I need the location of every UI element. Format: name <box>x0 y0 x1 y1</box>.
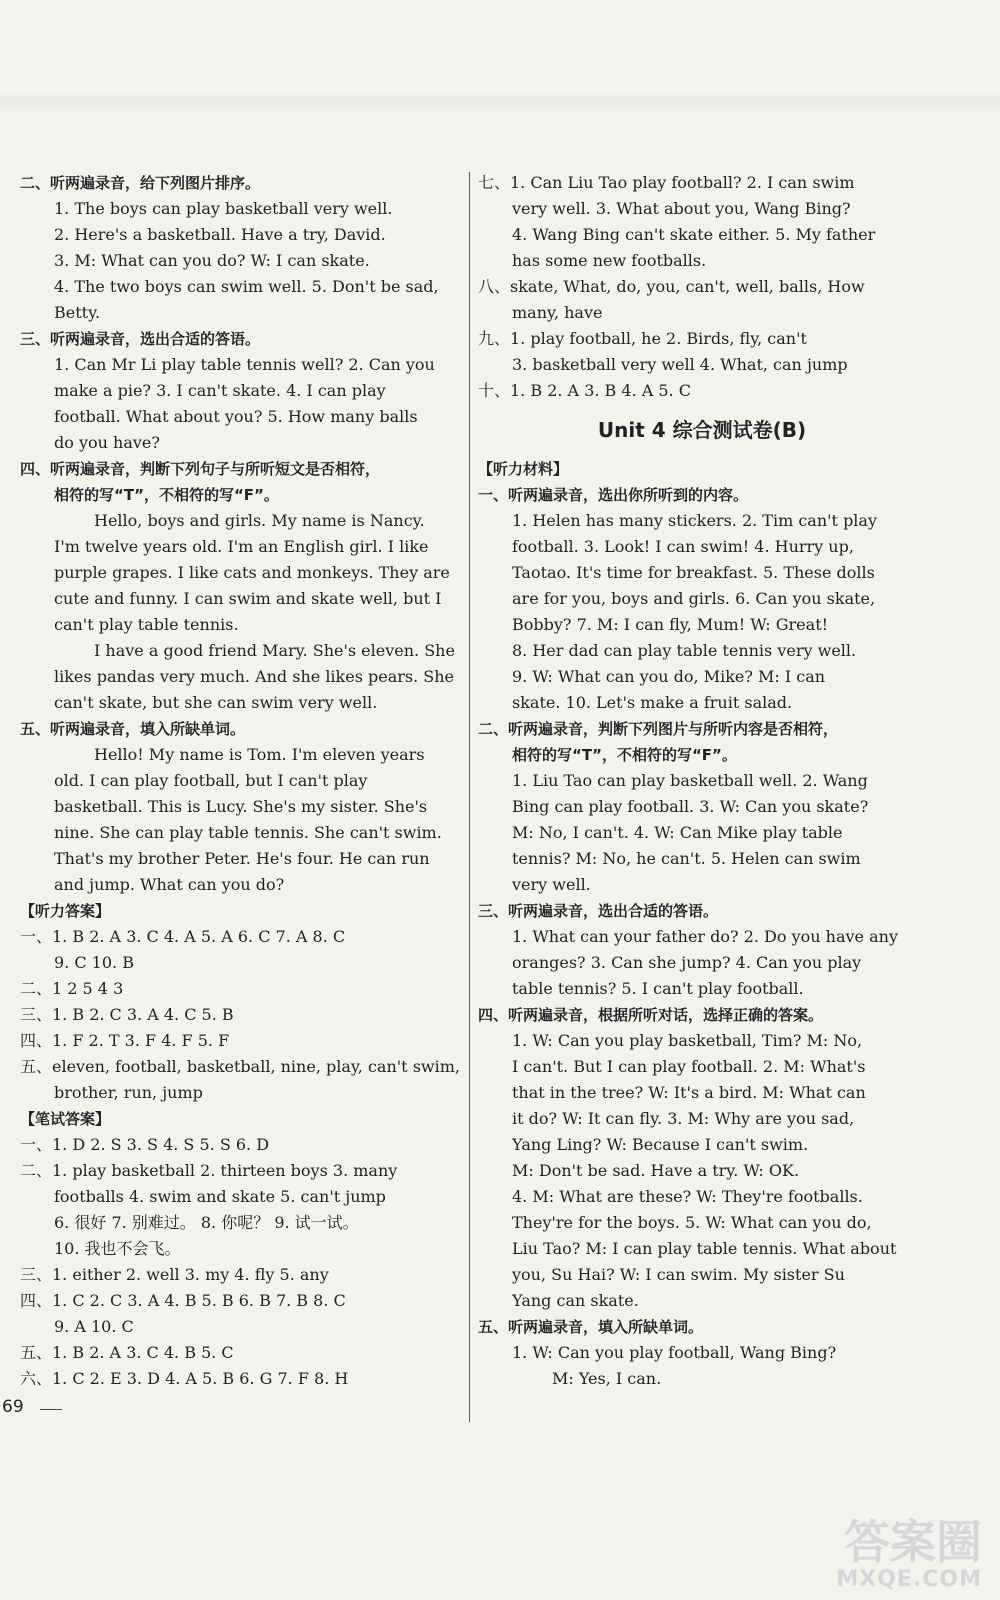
page-number: 69 <box>2 1397 24 1417</box>
left-text-line: do you have? <box>54 433 160 452</box>
left-text-line: and jump. What can you do? <box>54 875 285 894</box>
right-text-line: They're for the boys. 5. W: What can you do, <box>512 1213 872 1232</box>
right-text-line: 1. Helen has many stickers. 2. Tim can't play <box>512 511 877 530</box>
right-text-line: skate. 10. Let's make a fruit salad. <box>512 693 793 712</box>
right-text-line: 4. M: What are these? W: They're footballs. <box>512 1187 863 1206</box>
left-text-line: Hello! My name is Tom. I'm eleven years <box>94 745 425 764</box>
right-text-line: that in the tree? W: It's a bird. M: What can <box>512 1083 866 1102</box>
left-text-line: 二、1. play basketball 2. thirteen boys 3. many <box>20 1161 398 1180</box>
left-text-line: can't play table tennis. <box>54 615 239 634</box>
left-text-line: 二、1 2 5 4 3 <box>20 979 124 998</box>
left-text-line: 9. C 10. B <box>54 953 134 972</box>
left-text-line: 五、1. B 2. A 3. C 4. B 5. C <box>20 1343 234 1362</box>
left-text-line: I have a good friend Mary. She's eleven. She <box>94 641 455 660</box>
right-text-line: very well. 3. What about you, Wang Bing? <box>512 199 851 218</box>
left-text-line: 6. 很好 7. 别难过。 8. 你呢？ 9. 试一试。 <box>54 1213 359 1232</box>
right-text-line: 九、1. play football, he 2. Birds, fly, can't <box>478 329 807 348</box>
column-divider <box>469 172 470 1422</box>
section-heading: 二、听两遍录音，判断下列图片与所听内容是否相符， <box>478 720 839 738</box>
right-text-line: you, Su Hai? W: I can swim. My sister Su <box>512 1265 845 1284</box>
section-heading: 三、听两遍录音，选出合适的答语。 <box>478 902 719 920</box>
section-heading: 【听力材料】 <box>478 460 569 478</box>
left-text-line: make a pie? 3. I can't skate. 4. I can play <box>54 381 386 400</box>
left-text-line: purple grapes. I like cats and monkeys. They are <box>54 563 450 582</box>
right-text-line: 3. basketball very well 4. What, can jump <box>512 355 848 374</box>
section-title: Unit 4 综合测试卷(B) <box>597 418 807 442</box>
right-text-line: M: Don't be sad. Have a try. W: OK. <box>512 1161 800 1180</box>
left-text-line: likes pandas very much. And she likes pears. She <box>54 667 455 686</box>
right-text-line: table tennis? 5. I can't play football. <box>512 979 804 998</box>
right-text-line: are for you, boys and girls. 6. Can you skate, <box>512 589 876 608</box>
left-text-line: 五、eleven, football, basketball, nine, play, can't swim, <box>20 1057 460 1076</box>
right-text-line: Bing can play football. 3. W: Can you skate? <box>512 797 869 816</box>
left-text-line: cute and funny. I can swim and skate well, but I <box>54 589 442 608</box>
right-text-line: Yang Ling? W: Because I can't swim. <box>512 1135 809 1154</box>
left-text-line: 2. Here's a basketball. Have a try, David. <box>54 225 386 244</box>
right-text-line: Liu Tao? M: I can play table tennis. What about <box>512 1239 897 1258</box>
left-text-line: 9. A 10. C <box>54 1317 134 1336</box>
right-text-line: football. 3. Look! I can swim! 4. Hurry up, <box>512 537 854 556</box>
right-text-line: 9. W: What can you do, Mike? M: I can <box>512 667 826 686</box>
watermark-logo-text: 答案圈 <box>844 1515 982 1569</box>
right-text-line: 1. W: Can you play football, Wang Bing? <box>512 1343 837 1362</box>
right-text-line: 十、1. B 2. A 3. B 4. A 5. C <box>478 381 691 400</box>
left-text-line: 1. The boys can play basketball very well. <box>54 199 393 218</box>
right-text-line: has some new footballs. <box>512 251 707 270</box>
section-heading: 一、听两遍录音，选出你所听到的内容。 <box>478 486 749 504</box>
page-number-dash <box>40 1409 62 1410</box>
right-text-line: tennis? M: No, he can't. 5. Helen can swim <box>512 849 861 868</box>
right-text-line: oranges? 3. Can she jump? 4. Can you play <box>512 953 862 972</box>
left-text-line: Hello, boys and girls. My name is Nancy. <box>94 511 425 530</box>
left-text-line: 六、1. C 2. E 3. D 4. A 5. B 6. G 7. F 8. H <box>20 1369 349 1388</box>
left-text-line: 三、1. B 2. C 3. A 4. C 5. B <box>20 1005 234 1024</box>
left-column <box>20 170 465 1392</box>
right-text-line: 4. Wang Bing can't skate either. 5. My father <box>512 225 876 244</box>
scan-shadow <box>0 92 1000 110</box>
right-text-line: very well. <box>512 875 591 894</box>
right-text-line: many, have <box>512 303 603 322</box>
section-heading: 四、听两遍录音，根据所听对话，选择正确的答案。 <box>478 1006 824 1024</box>
left-text-line: 1. Can Mr Li play table tennis well? 2. Can you <box>54 355 435 374</box>
right-text-line: it do? W: It can fly. 3. M: Why are you sad, <box>512 1109 855 1128</box>
left-text-line: 3. M: What can you do? W: I can skate. <box>54 251 370 270</box>
section-heading: 相符的写“T”，不相符的写“F”。 <box>54 486 279 504</box>
watermark <box>836 1517 982 1592</box>
left-text-line: 一、1. D 2. S 3. S 4. S 5. S 6. D <box>20 1135 270 1154</box>
left-text-line: Betty. <box>54 303 101 322</box>
left-text-line: 四、1. C 2. C 3. A 4. B 5. B 6. B 7. B 8. C <box>20 1291 346 1310</box>
left-text-line: 四、1. F 2. T 3. F 4. F 5. F <box>20 1031 230 1050</box>
right-text-line: Taotao. It's time for breakfast. 5. These dolls <box>512 563 875 582</box>
right-column <box>478 170 926 1392</box>
left-text-line: 一、1. B 2. A 3. C 4. A 5. A 6. C 7. A 8. C <box>20 927 346 946</box>
left-text-line: old. I can play football, but I can't play <box>54 771 368 790</box>
right-text-line: Bobby? 7. M: I can fly, Mum! W: Great! <box>512 615 829 634</box>
right-text-line: 1. What can your father do? 2. Do you have any <box>512 927 898 946</box>
section-heading: 三、听两遍录音，选出合适的答语。 <box>20 330 261 348</box>
left-text-line: I'm twelve years old. I'm an English girl. I like <box>54 537 429 556</box>
section-heading: 四、听两遍录音，判断下列句子与所听短文是否相符， <box>20 460 381 478</box>
left-text-line: basketball. This is Lucy. She's my sister. She's <box>54 797 428 816</box>
section-heading: 五、听两遍录音，填入所缺单词。 <box>478 1318 704 1336</box>
right-text-line: 1. W: Can you play basketball, Tim? M: No, <box>512 1031 863 1050</box>
left-text-line: 4. The two boys can swim well. 5. Don't be sad, <box>54 277 439 296</box>
right-text-line: Yang can skate. <box>512 1291 639 1310</box>
left-text-line: 三、1. either 2. well 3. my 4. fly 5. any <box>20 1265 329 1284</box>
watermark-url: MXQE.COM <box>836 1567 982 1592</box>
left-text-line: That's my brother Peter. He's four. He can run <box>54 849 430 868</box>
right-text-line: 七、1. Can Liu Tao play football? 2. I can swim <box>478 173 855 192</box>
section-heading: 相符的写“T”，不相符的写“F”。 <box>512 746 737 764</box>
right-text-line: 1. Liu Tao can play basketball well. 2. Wang <box>512 771 868 790</box>
left-text-line: football. What about you? 5. How many balls <box>54 407 418 426</box>
left-text-line: can't skate, but she can swim very well. <box>54 693 378 712</box>
right-text-line: I can't. But I can play football. 2. M: What's <box>512 1057 866 1076</box>
right-text-line: 8. Her dad can play table tennis very well. <box>512 641 857 660</box>
section-heading: 【笔试答案】 <box>20 1110 111 1128</box>
left-text-line: nine. She can play table tennis. She can't swim. <box>54 823 442 842</box>
section-heading: 【听力答案】 <box>20 902 111 920</box>
left-text-line: brother, run, jump <box>54 1083 203 1102</box>
left-text-line: footballs 4. swim and skate 5. can't jump <box>54 1187 386 1206</box>
section-heading: 二、听两遍录音，给下列图片排序。 <box>20 174 261 192</box>
right-text-line: M: No, I can't. 4. W: Can Mike play table <box>512 823 843 842</box>
section-heading: 五、听两遍录音，填入所缺单词。 <box>20 720 246 738</box>
right-text-line: M: Yes, I can. <box>552 1369 662 1388</box>
left-text-line: 10. 我也不会飞。 <box>54 1239 181 1258</box>
right-text-line: 八、skate, What, do, you, can't, well, balls, How <box>478 277 865 296</box>
